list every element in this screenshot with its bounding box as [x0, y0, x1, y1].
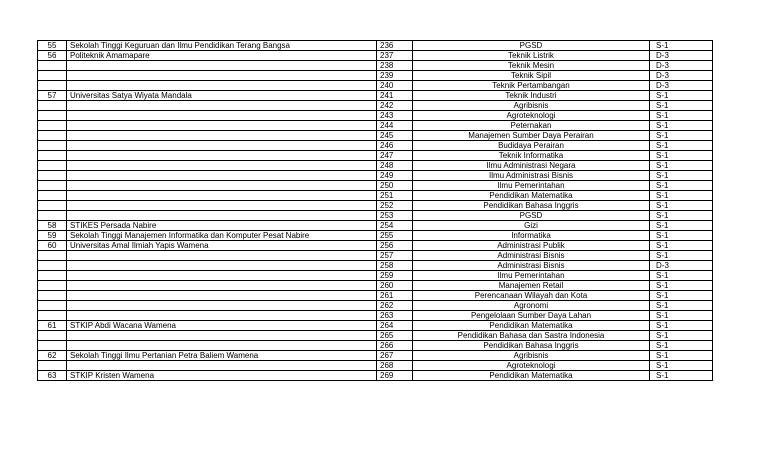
study-program-cell: Administrasi Bisnis — [413, 251, 650, 261]
program-code-cell: 267 — [377, 351, 413, 361]
program-code-cell: 257 — [377, 251, 413, 261]
degree-level-cell: S-1 — [650, 181, 713, 191]
institution-name-cell: Politeknik Amamapare — [67, 51, 377, 61]
table-row — [38, 131, 713, 141]
program-code-cell: 259 — [377, 271, 413, 281]
study-program-cell: Teknik Listrik — [413, 51, 650, 61]
program-code-cell: 251 — [377, 191, 413, 201]
degree-level-cell: S-1 — [650, 171, 713, 181]
study-program-cell: Administrasi Bisnis — [413, 261, 650, 271]
study-program-cell: Agribisnis — [413, 351, 650, 361]
study-program-cell: Pendidikan Bahasa Inggris — [413, 201, 650, 211]
program-code-cell: 238 — [377, 61, 413, 71]
table-row — [38, 171, 713, 181]
degree-level-cell: S-1 — [650, 161, 713, 171]
program-code-cell: 255 — [377, 231, 413, 241]
institution-name-cell — [67, 171, 377, 181]
table-body — [38, 41, 713, 381]
row-number-cell — [38, 191, 67, 201]
degree-level-cell: S-1 — [650, 251, 713, 261]
row-number-cell — [38, 271, 67, 281]
table-row — [38, 271, 713, 281]
degree-level-cell: S-1 — [650, 241, 713, 251]
table-row — [38, 191, 713, 201]
row-number-cell — [38, 101, 67, 111]
program-code-cell: 242 — [377, 101, 413, 111]
degree-level-cell: D-3 — [650, 61, 713, 71]
program-code-cell: 237 — [377, 51, 413, 61]
study-program-cell: Pendidikan Bahasa Inggris — [413, 341, 650, 351]
degree-level-cell: S-1 — [650, 151, 713, 161]
table-row — [38, 241, 713, 251]
table-row — [38, 41, 713, 51]
study-program-cell: Teknik Pertambangan — [413, 81, 650, 91]
row-number-cell — [38, 141, 67, 151]
study-program-cell: Budidaya Perairan — [413, 141, 650, 151]
row-number-cell: 62 — [38, 351, 67, 361]
program-code-cell: 240 — [377, 81, 413, 91]
institution-name-cell — [67, 121, 377, 131]
row-number-cell: 56 — [38, 51, 67, 61]
study-program-cell: Informatika — [413, 231, 650, 241]
study-program-cell: Teknik Informatika — [413, 151, 650, 161]
institution-name-cell: STIKES Persada Nabire — [67, 221, 377, 231]
program-code-cell: 265 — [377, 331, 413, 341]
institution-name-cell — [67, 131, 377, 141]
study-program-cell: Teknik Mesin — [413, 61, 650, 71]
degree-level-cell: S-1 — [650, 211, 713, 221]
institution-name-cell: Sekolah Tinggi Keguruan dan Ilmu Pendidikan Terang Bangsa — [67, 41, 377, 51]
table-row — [38, 291, 713, 301]
program-code-cell: 261 — [377, 291, 413, 301]
row-number-cell — [38, 161, 67, 171]
table-row — [38, 321, 713, 331]
study-program-cell: Manajemen Sumber Daya Perairan — [413, 131, 650, 141]
program-code-cell: 246 — [377, 141, 413, 151]
row-number-cell — [38, 261, 67, 271]
row-number-cell — [38, 281, 67, 291]
study-program-cell: Pendidikan Matematika — [413, 321, 650, 331]
institution-name-cell — [67, 161, 377, 171]
institution-name-cell — [67, 111, 377, 121]
row-number-cell — [38, 201, 67, 211]
program-code-cell: 258 — [377, 261, 413, 271]
institution-name-cell — [67, 151, 377, 161]
program-code-cell: 252 — [377, 201, 413, 211]
degree-level-cell: S-1 — [650, 281, 713, 291]
table-row — [38, 121, 713, 131]
degree-level-cell: S-1 — [650, 141, 713, 151]
row-number-cell — [38, 251, 67, 261]
study-program-cell: PGSD — [413, 211, 650, 221]
institution-name-cell: STKIP Abdi Wacana Wamena — [67, 321, 377, 331]
program-code-cell: 256 — [377, 241, 413, 251]
row-number-cell: 57 — [38, 91, 67, 101]
row-number-cell — [38, 121, 67, 131]
table-row — [38, 71, 713, 81]
institution-name-cell: STKIP Kristen Wamena — [67, 371, 377, 381]
study-program-cell: Agroteknologi — [413, 111, 650, 121]
degree-level-cell: S-1 — [650, 271, 713, 281]
document-page — [37, 40, 713, 381]
study-program-cell: Administrasi Publik — [413, 241, 650, 251]
institution-name-cell — [67, 261, 377, 271]
institution-name-cell — [67, 61, 377, 71]
table-row — [38, 81, 713, 91]
table-row — [38, 201, 713, 211]
table-row — [38, 61, 713, 71]
table-row — [38, 161, 713, 171]
table-row — [38, 221, 713, 231]
table-row — [38, 331, 713, 341]
table-row — [38, 301, 713, 311]
institution-name-cell — [67, 331, 377, 341]
program-code-cell: 264 — [377, 321, 413, 331]
program-code-cell: 247 — [377, 151, 413, 161]
study-program-cell: Agroteknologi — [413, 361, 650, 371]
study-program-cell: Peternakan — [413, 121, 650, 131]
row-number-cell — [38, 361, 67, 371]
degree-level-cell: S-1 — [650, 131, 713, 141]
degree-level-cell: D-3 — [650, 81, 713, 91]
degree-level-cell: S-1 — [650, 91, 713, 101]
degree-level-cell: S-1 — [650, 291, 713, 301]
degree-level-cell: S-1 — [650, 231, 713, 241]
study-program-cell: Teknik Industri — [413, 91, 650, 101]
program-code-cell: 244 — [377, 121, 413, 131]
institution-name-cell — [67, 251, 377, 261]
institution-name-cell: Sekolah Tinggi Ilmu Pertanian Petra Baliem Wamena — [67, 351, 377, 361]
row-number-cell — [38, 311, 67, 321]
institution-name-cell — [67, 291, 377, 301]
row-number-cell — [38, 71, 67, 81]
program-code-cell: 260 — [377, 281, 413, 291]
row-number-cell: 61 — [38, 321, 67, 331]
institution-name-cell — [67, 361, 377, 371]
table-row — [38, 101, 713, 111]
program-code-cell: 266 — [377, 341, 413, 351]
row-number-cell — [38, 81, 67, 91]
table-row — [38, 351, 713, 361]
row-number-cell — [38, 111, 67, 121]
study-program-cell: Pendidikan Matematika — [413, 371, 650, 381]
institution-name-cell — [67, 271, 377, 281]
degree-level-cell: S-1 — [650, 41, 713, 51]
study-program-cell: Ilmu Administrasi Bisnis — [413, 171, 650, 181]
study-program-cell: Teknik Sipil — [413, 71, 650, 81]
institution-name-cell — [67, 81, 377, 91]
row-number-cell — [38, 211, 67, 221]
degree-level-cell: S-1 — [650, 191, 713, 201]
row-number-cell: 59 — [38, 231, 67, 241]
degree-level-cell: S-1 — [650, 311, 713, 321]
degree-level-cell: S-1 — [650, 221, 713, 231]
institution-name-cell — [67, 191, 377, 201]
row-number-cell — [38, 331, 67, 341]
program-code-cell: 248 — [377, 161, 413, 171]
program-code-cell: 236 — [377, 41, 413, 51]
program-code-cell: 241 — [377, 91, 413, 101]
institution-name-cell — [67, 311, 377, 321]
institution-name-cell — [67, 281, 377, 291]
program-code-cell: 250 — [377, 181, 413, 191]
row-number-cell: 63 — [38, 371, 67, 381]
study-program-cell: Agribisnis — [413, 101, 650, 111]
institution-name-cell: Universitas Amal Ilmiah Yapis Wamena — [67, 241, 377, 251]
row-number-cell — [38, 171, 67, 181]
program-code-cell: 249 — [377, 171, 413, 181]
row-number-cell — [38, 301, 67, 311]
study-program-cell: Pendidikan Matematika — [413, 191, 650, 201]
institution-name-cell — [67, 101, 377, 111]
table-row — [38, 51, 713, 61]
table-row — [38, 141, 713, 151]
degree-level-cell: S-1 — [650, 371, 713, 381]
degree-level-cell: S-1 — [650, 101, 713, 111]
institution-name-cell — [67, 181, 377, 191]
table-row — [38, 361, 713, 371]
program-code-cell: 239 — [377, 71, 413, 81]
degree-level-cell: S-1 — [650, 321, 713, 331]
degree-level-cell: S-1 — [650, 111, 713, 121]
degree-level-cell: S-1 — [650, 341, 713, 351]
row-number-cell — [38, 181, 67, 191]
institution-name-cell — [67, 201, 377, 211]
degree-level-cell: D-3 — [650, 51, 713, 61]
degree-level-cell: D-3 — [650, 261, 713, 271]
degree-level-cell: S-1 — [650, 361, 713, 371]
table-row — [38, 281, 713, 291]
study-program-cell: Pendidikan Bahasa dan Sastra Indonesia — [413, 331, 650, 341]
table-row — [38, 231, 713, 241]
program-code-cell: 243 — [377, 111, 413, 121]
institution-name-cell — [67, 211, 377, 221]
study-program-cell: Ilmu Administrasi Negara — [413, 161, 650, 171]
row-number-cell: 60 — [38, 241, 67, 251]
program-code-cell: 268 — [377, 361, 413, 371]
study-program-cell: Ilmu Pemerintahan — [413, 271, 650, 281]
table-row — [38, 91, 713, 101]
study-program-cell: Manajemen Retail — [413, 281, 650, 291]
table-row — [38, 151, 713, 161]
table-row — [38, 311, 713, 321]
study-program-cell: Perencanaan Wilayah dan Kota — [413, 291, 650, 301]
row-number-cell — [38, 151, 67, 161]
institution-name-cell — [67, 341, 377, 351]
degree-level-cell: S-1 — [650, 331, 713, 341]
program-code-cell: 262 — [377, 301, 413, 311]
program-code-cell: 254 — [377, 221, 413, 231]
table-row — [38, 371, 713, 381]
row-number-cell — [38, 61, 67, 71]
table-row — [38, 181, 713, 191]
study-program-cell: Pengelolaan Sumber Daya Lahan — [413, 311, 650, 321]
degree-level-cell: S-1 — [650, 201, 713, 211]
table-row — [38, 211, 713, 221]
institution-name-cell — [67, 141, 377, 151]
program-code-cell: 245 — [377, 131, 413, 141]
institution-name-cell — [67, 71, 377, 81]
table-row — [38, 111, 713, 121]
institution-name-cell — [67, 301, 377, 311]
study-program-cell: Agronomi — [413, 301, 650, 311]
study-program-cell: Gizi — [413, 221, 650, 231]
study-program-cell: PGSD — [413, 41, 650, 51]
row-number-cell — [38, 291, 67, 301]
degree-level-cell: D-3 — [650, 71, 713, 81]
degree-level-cell: S-1 — [650, 301, 713, 311]
table-row — [38, 341, 713, 351]
institution-program-table — [37, 40, 713, 381]
row-number-cell — [38, 341, 67, 351]
program-code-cell: 269 — [377, 371, 413, 381]
degree-level-cell: S-1 — [650, 121, 713, 131]
row-number-cell: 58 — [38, 221, 67, 231]
institution-name-cell: Universitas Satya Wiyata Mandala — [67, 91, 377, 101]
row-number-cell: 55 — [38, 41, 67, 51]
institution-name-cell: Sekolah Tinggi Manajemen Informatika dan Komputer Pesat Nabire — [67, 231, 377, 241]
program-code-cell: 253 — [377, 211, 413, 221]
row-number-cell — [38, 131, 67, 141]
table-row — [38, 251, 713, 261]
table-row — [38, 261, 713, 271]
study-program-cell: Ilmu Pemerintahan — [413, 181, 650, 191]
program-code-cell: 263 — [377, 311, 413, 321]
degree-level-cell: S-1 — [650, 351, 713, 361]
